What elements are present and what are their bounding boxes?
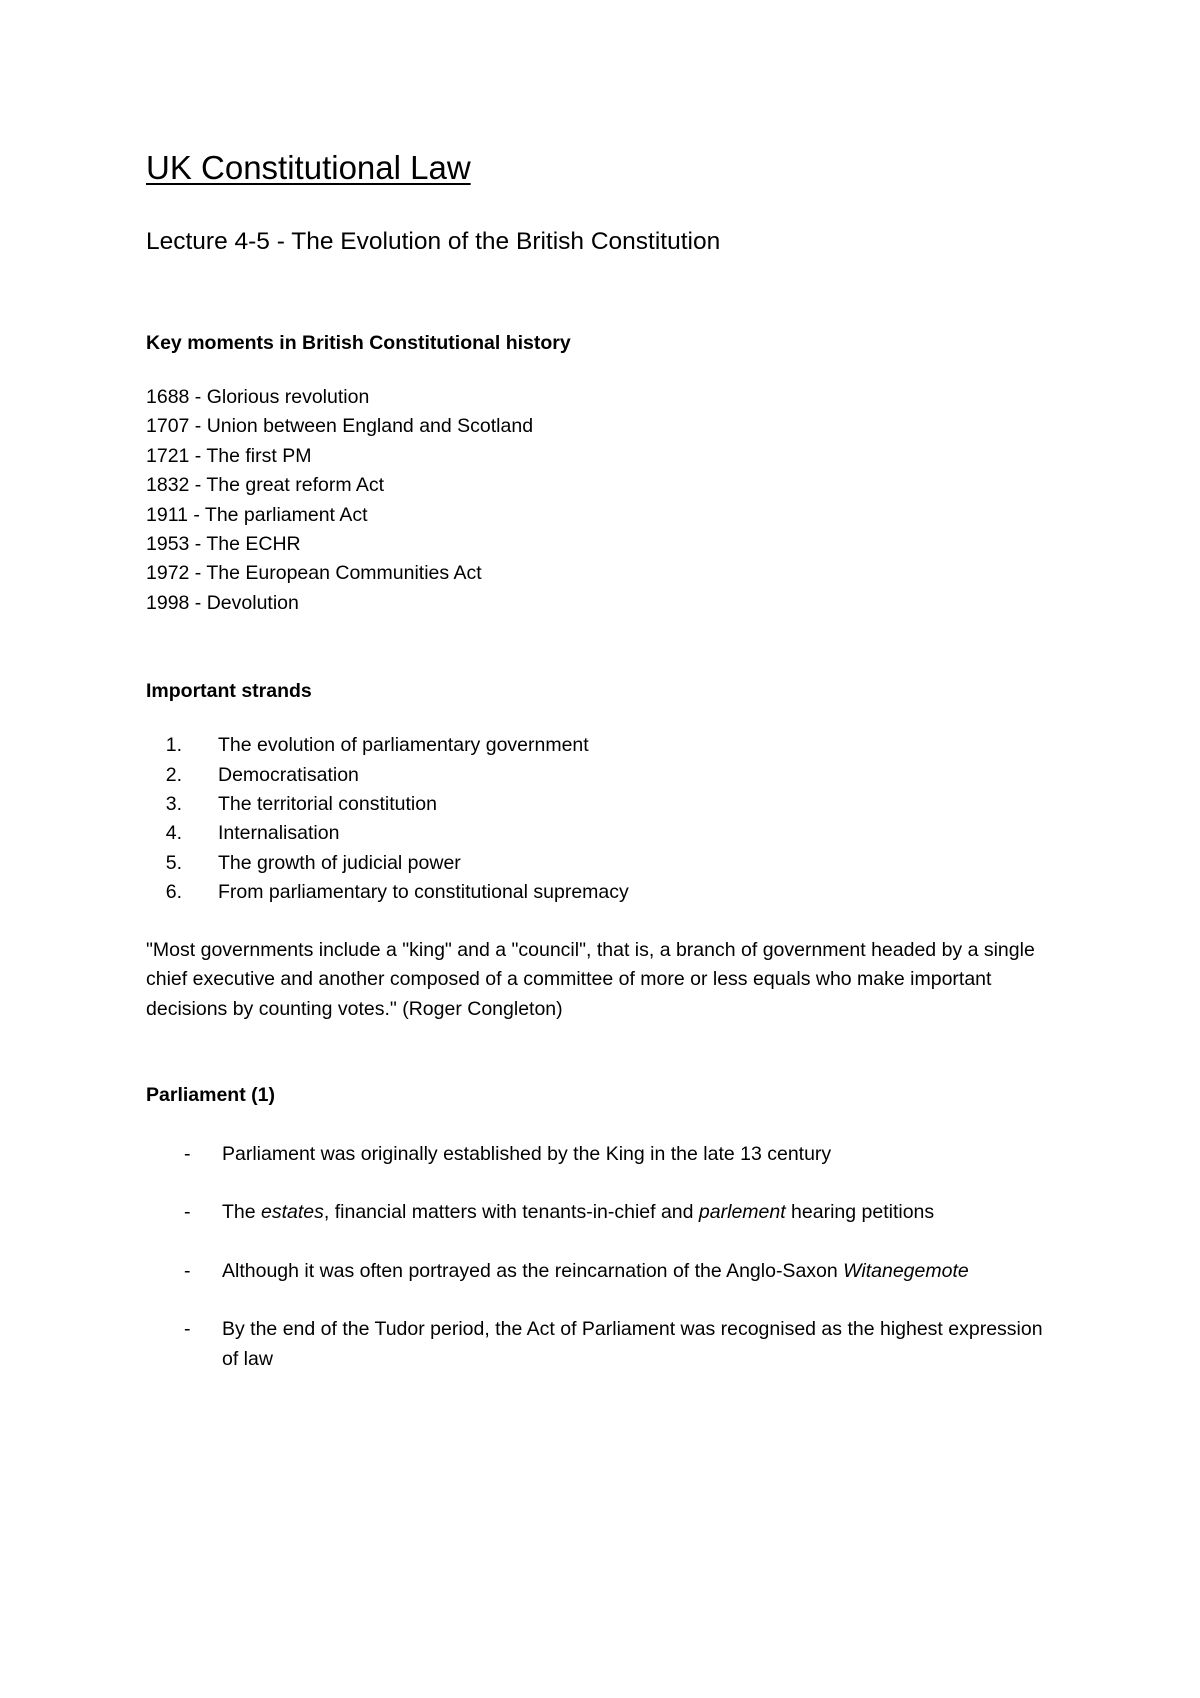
parliament-heading: Parliament (1) <box>146 1083 275 1106</box>
bullet-dash: - <box>184 1142 191 1165</box>
timeline-item: 1832 - The great reform Act <box>146 474 385 497</box>
parliament-bullet-list <box>146 1140 1076 1374</box>
bullet-text: By the end of the Tudor period, the Act of Parliament was recognised as the highest expression of law <box>222 1318 1043 1370</box>
congleton-quote: "Most governments include a "king" and a "council", that is, a branch of government headed by a single chief executive and another composed of a committee of more or less equals who make important decisions by counting votes." (Roger Congleton) <box>146 938 1035 1020</box>
timeline-item: 1998 - Devolution <box>146 591 299 614</box>
document-title: UK Constitutional Law <box>146 149 471 186</box>
strand-item <box>146 761 1076 790</box>
bullet-item <box>146 1315 1076 1374</box>
timeline-item: 1953 - The ECHR <box>146 533 301 556</box>
strand-number: 4. <box>165 822 182 845</box>
strand-text: Democratisation <box>218 763 359 786</box>
strand-item <box>146 878 1076 907</box>
bullet-dash: - <box>184 1201 191 1224</box>
strand-text: The territorial constitution <box>218 793 437 816</box>
key-moments-heading: Key moments in British Constitutional history <box>146 332 571 354</box>
strand-number: 3. <box>165 793 182 816</box>
lecture-title: Lecture 4-5 - The Evolution of the British Constitution <box>146 228 721 255</box>
bullet-item <box>146 1257 1076 1286</box>
bullet-item <box>146 1198 1076 1227</box>
bullet-text <box>222 1198 1052 1227</box>
strand-item <box>146 731 1076 760</box>
strand-text: From parliamentary to constitutional supremacy <box>218 881 629 904</box>
key-moments-list <box>146 383 1076 618</box>
bullet-text: Parliament was originally established by the King in the late 13 century <box>222 1142 832 1165</box>
timeline-item: 1688 - Glorious revolution <box>146 386 370 408</box>
strand-item <box>146 849 1076 878</box>
bullet-text-part: hearing petitions <box>785 1201 935 1224</box>
timeline-item: 1911 - The parliament Act <box>146 503 368 526</box>
strand-number: 1. <box>165 734 182 757</box>
italic-term-estates: estates <box>261 1201 324 1224</box>
bullet-dash: - <box>184 1318 191 1341</box>
italic-term-witanegemote: Witanegemote <box>843 1259 969 1282</box>
strand-text: The growth of judicial power <box>218 851 461 874</box>
bullet-text-part: , financial matters with tenants-in-chief and <box>323 1201 699 1224</box>
strand-item <box>146 790 1076 819</box>
timeline-item: 1721 - The first PM <box>146 444 312 467</box>
bullet-text-part: The <box>222 1201 262 1224</box>
bullet-text-part: Although it was often portrayed as the reincarnation of the Anglo-Saxon <box>222 1259 844 1282</box>
strand-text: Internalisation <box>218 822 340 845</box>
strand-item <box>146 819 1076 848</box>
strand-number: 2. <box>165 763 182 786</box>
important-strands-heading: Important strands <box>146 680 312 703</box>
bullet-dash: - <box>184 1259 191 1282</box>
strand-number: 6. <box>165 881 182 904</box>
document-content <box>146 148 1076 1403</box>
bullet-item <box>146 1140 1076 1169</box>
timeline-item: 1972 - The European Communities Act <box>146 562 482 585</box>
italic-term-parlement: parlement <box>698 1201 786 1224</box>
strand-number: 5. <box>165 851 182 874</box>
strand-text: The evolution of parliamentary government <box>218 734 589 757</box>
bullet-text <box>222 1257 1052 1286</box>
important-strands-list <box>146 731 1076 907</box>
timeline-item: 1707 - Union between England and Scotland <box>146 415 534 438</box>
